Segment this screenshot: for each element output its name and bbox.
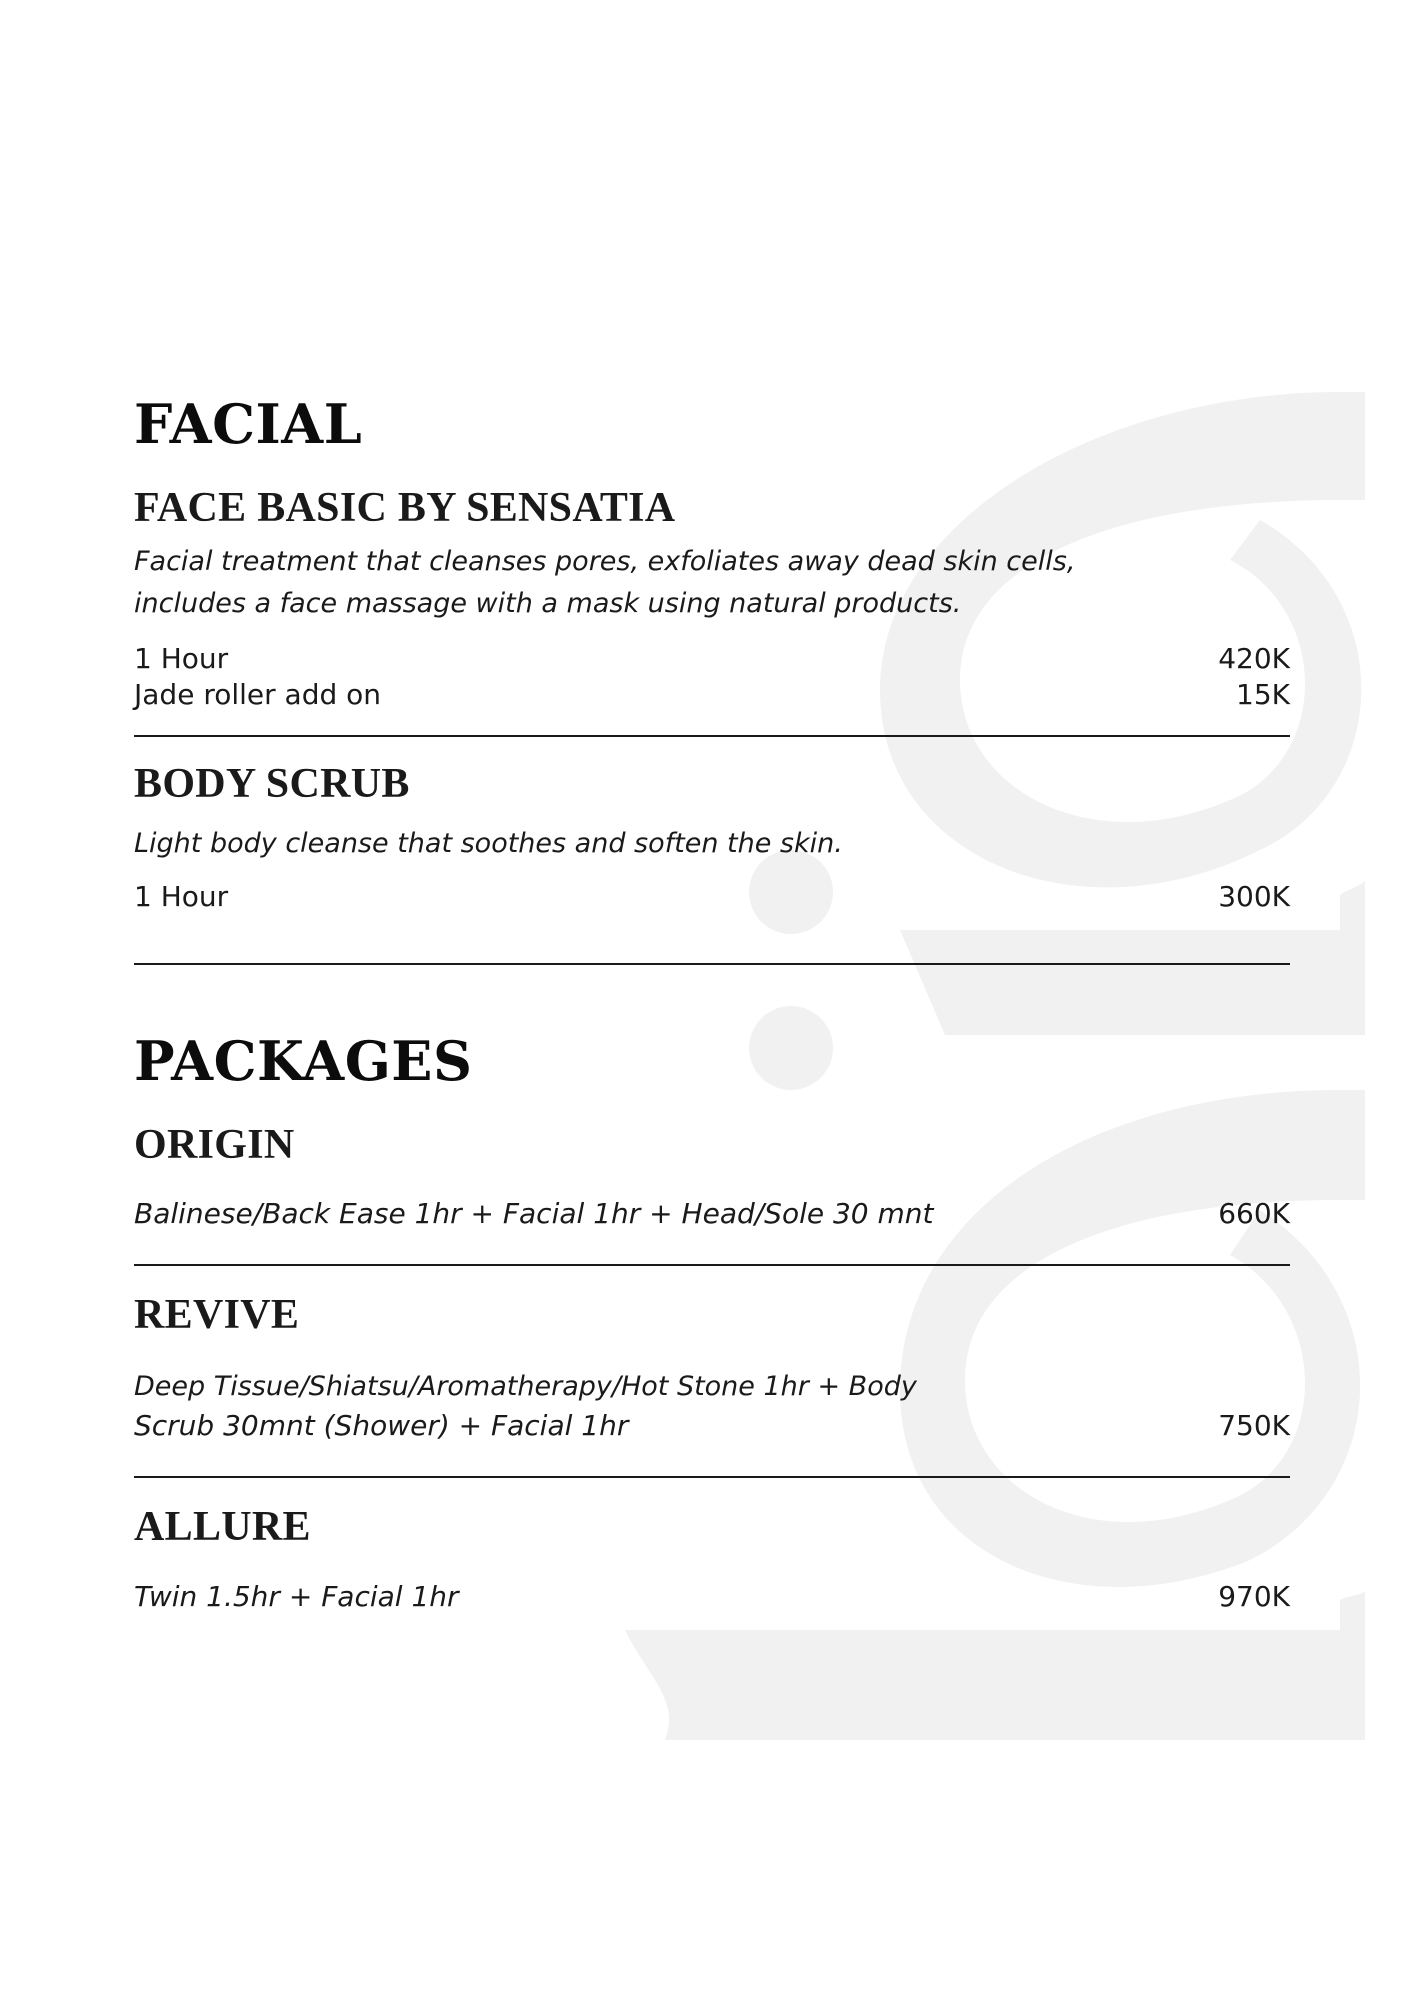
packages-section-title: PACKAGES bbox=[134, 1029, 473, 1093]
package-origin-row bbox=[134, 1197, 1290, 1233]
divider bbox=[134, 735, 1290, 737]
divider bbox=[134, 1264, 1290, 1266]
face-basic-title: FACE BASIC BY SENSATIA bbox=[134, 485, 676, 531]
menu-page bbox=[134, 0, 1290, 2000]
option-price: 300K bbox=[1218, 880, 1290, 913]
package-price: 750K bbox=[1218, 1409, 1290, 1442]
package-revive-row bbox=[134, 1409, 1290, 1445]
option-price: 15K bbox=[1236, 678, 1290, 711]
package-price: 660K bbox=[1218, 1197, 1290, 1230]
divider bbox=[134, 1476, 1290, 1478]
facial-section-title: FACIAL bbox=[134, 392, 363, 456]
package-allure-title: ALLURE bbox=[134, 1504, 311, 1550]
option-price: 420K bbox=[1218, 642, 1290, 675]
body-scrub-title: BODY SCRUB bbox=[134, 761, 410, 807]
option-duration: 1 Hour bbox=[134, 642, 229, 675]
face-basic-description-line-2: includes a face massage with a mask using natural products. bbox=[134, 588, 962, 619]
package-detail: Balinese/Back Ease 1hr + Facial 1hr + Head/Sole 30 mnt bbox=[134, 1197, 934, 1230]
face-basic-description-line-1: Facial treatment that cleanses pores, exfoliates away dead skin cells, bbox=[134, 546, 1076, 577]
divider bbox=[134, 963, 1290, 965]
package-allure-row bbox=[134, 1580, 1290, 1616]
package-revive-detail-line-1: Deep Tissue/Shiatsu/Aromatherapy/Hot Stone 1hr + Body bbox=[134, 1371, 917, 1402]
body-scrub-description: Light body cleanse that soothes and soften the skin. bbox=[134, 828, 843, 859]
option-duration: 1 Hour bbox=[134, 880, 229, 913]
body-scrub-option-row bbox=[134, 880, 1290, 916]
package-revive-title: REVIVE bbox=[134, 1292, 300, 1338]
package-price: 970K bbox=[1218, 1580, 1290, 1613]
face-basic-option-row bbox=[134, 642, 1290, 678]
package-detail: Scrub 30mnt (Shower) + Facial 1hr bbox=[134, 1409, 629, 1442]
face-basic-addon-row bbox=[134, 678, 1290, 714]
option-addon: Jade roller add on bbox=[134, 678, 382, 711]
package-origin-title: ORIGIN bbox=[134, 1122, 295, 1168]
package-detail: Twin 1.5hr + Facial 1hr bbox=[134, 1580, 459, 1613]
